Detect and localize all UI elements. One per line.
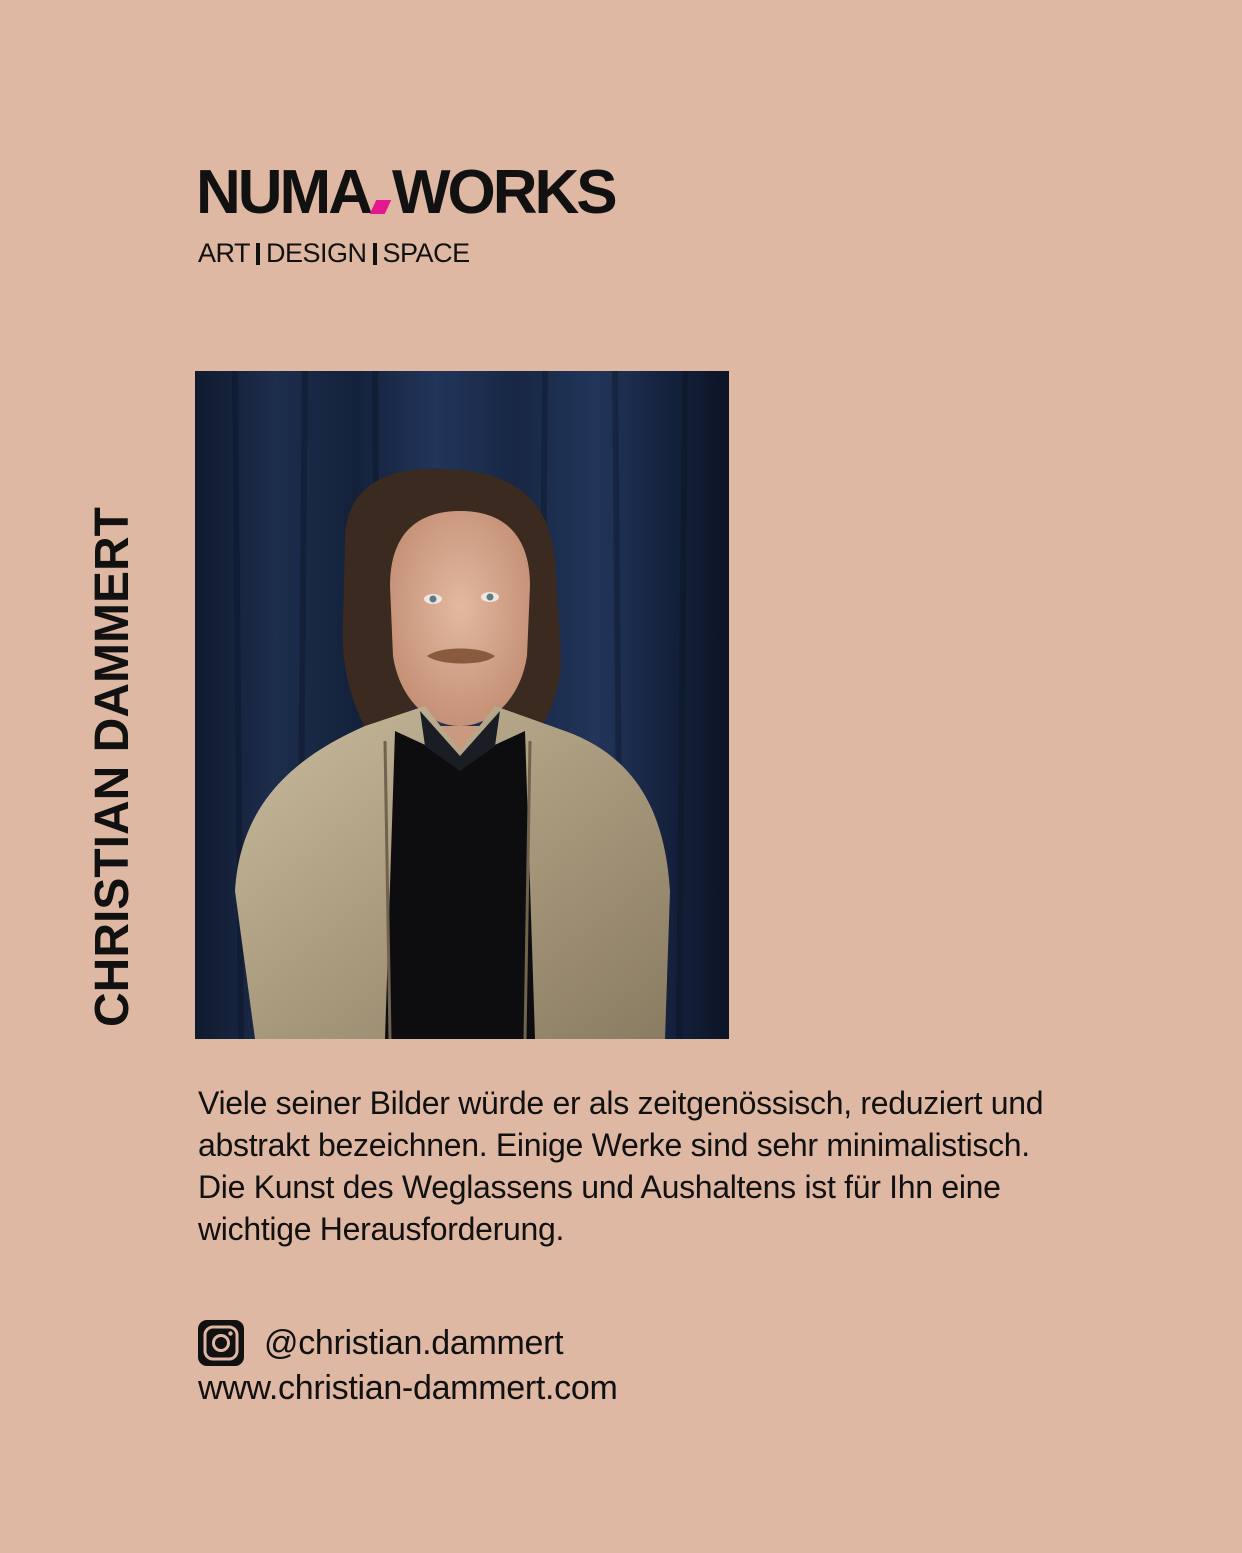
- logo-accent-dot: [370, 200, 392, 214]
- artist-portrait: [195, 371, 729, 1039]
- tagline-separator: [256, 243, 260, 265]
- tagline-item-space: SPACE: [382, 238, 470, 268]
- instagram-icon: [198, 1320, 244, 1366]
- website-link[interactable]: www.christian-dammert.com: [198, 1369, 618, 1407]
- bio-paragraph: Viele seiner Bilder würde er als zeitgenössisch, reduziert und abstrakt bezeichnen. Einige Werke sind sehr minimalistisch.: [198, 1085, 1044, 1163]
- bio-paragraph: Die Kunst des Weglassens und Aushaltens ist für Ihn eine wichtige Herausforderung.: [198, 1169, 1001, 1247]
- tagline-item-design: DESIGN: [266, 238, 367, 268]
- tagline-item-art: ART: [198, 238, 251, 268]
- tagline-separator: [373, 243, 377, 265]
- logo-text-numa: NUMA: [196, 158, 370, 227]
- instagram-link[interactable]: [198, 1318, 563, 1368]
- brand-tagline: [198, 236, 470, 270]
- instagram-handle[interactable]: @christian.dammert: [264, 1324, 564, 1362]
- brand-logo: [196, 158, 696, 228]
- logo-text-works: WORKS: [391, 158, 615, 227]
- artist-name: CHRISTIAN DAMMERT: [86, 507, 139, 1027]
- artist-bio: [198, 1082, 1098, 1250]
- portrait-photo: [195, 371, 729, 1039]
